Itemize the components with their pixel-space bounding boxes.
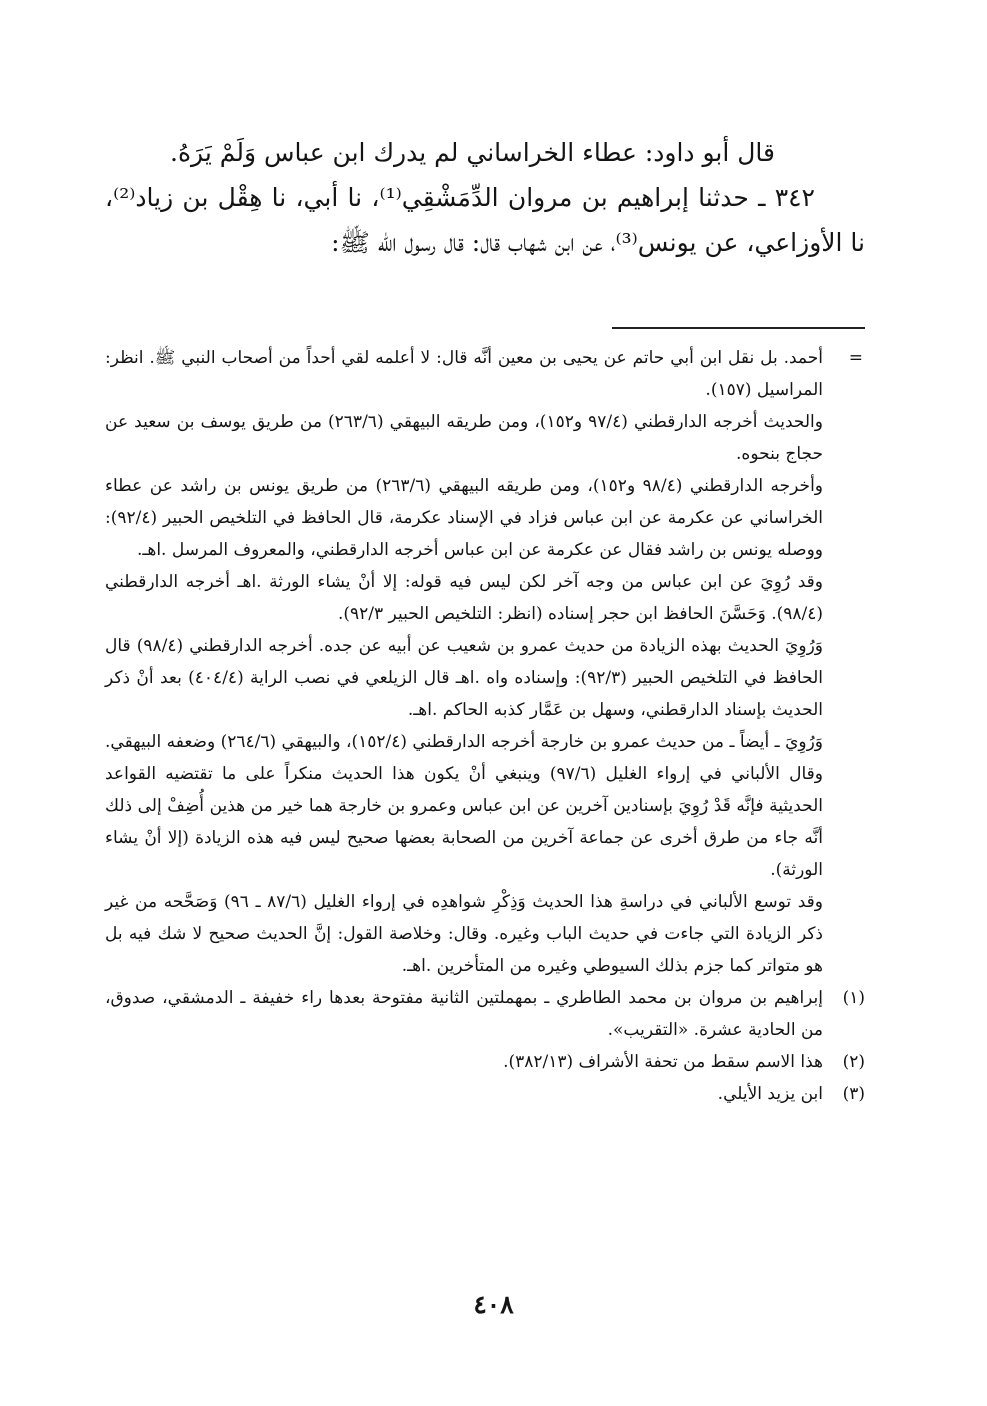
- page-number: ٤٠٨: [473, 1290, 514, 1319]
- footnote-paragraph: وأخرجه الدارقطني (٩٨/٤ و١٥٢)، ومن طريقه البيهقي (٢٦٣/٦) من طريق يونس بن راشد عن عطاء الخراساني عن عكرمة عن ابن عباس فزاد في الإسناد عكرمة، قال الحافظ في التلخيص الحبير (٩٢/٤): ووصله يونس بن راشد فقال عن عكرمة عن ابن عباس أخرجه الدارقطني، والمعروف المرسل .اهـ.: [105, 476, 824, 560]
- footnote-2: [105, 1046, 865, 1078]
- footnotes: [105, 342, 865, 1110]
- footnote-text: ابن يزيد الأيلي.: [717, 1084, 823, 1104]
- footnote-paragraph: وقد توسع الألباني في دراسةِ هذا الحديث وَذِكْرِ شواهدِه في إرواء الغليل (٨٧/٦ ـ ٩٦) وَصَحَّحه من غير ذكر الزيادة التي جاءت في حديث الباب وغيره. وقال: وخلاصة القول: إنَّ الحديث صحيح لا شك فيه بل هو متواتر كما جزم بذلك السيوطي وغيره من المتأخرين .اهـ.: [105, 892, 823, 976]
- footnote-1: [105, 982, 865, 1046]
- footnote-paragraph: وَرُوِيَ الحديث بهذه الزيادة من حديث عمرو بن شعيب عن أبيه عن جده. أخرجه الدارقطني (٩٨/٤) قال الحافظ في التلخيص الحبير (٩٢/٣): وإسناده واه .اهـ قال الزيلعي في نصب الراية (٤٠٤/٤) بعد أنْ ذكر الحديث بإسناد الدارقطني، وسهل بن عَمَّار كذبه الحاكم .اهـ.: [105, 636, 823, 720]
- footnote-3: [105, 1078, 865, 1110]
- footnote-text: إبراهيم بن مروان بن محمد الطاطري ـ بمهملتين الثانية مفتوحة بعدها راء خفيفة ـ الدمشقي، صدوق، من الحادية عشرة. «التقريب».: [105, 988, 823, 1040]
- footnote-number: (٢): [842, 1052, 865, 1072]
- footnote-paragraph: وقد رُوِيَ عن ابن عباس من وجه آخر لكن ليس فيه قوله: إلا أنْ يشاء الورثة .اهـ أخرجه الدارقطني (٩٨/٤). وَحَسَّنَ الحافظ ابن حجر إسناده (انظر: التلخيص الحبير ٩٢/٣).: [105, 572, 823, 624]
- footnote-number: (١): [842, 988, 865, 1008]
- footnote-paragraph: والحديث أخرجه الدارقطني (٩٧/٤ و١٥٢)، ومن طريقه البيهقي (٢٦٣/٦) من طريق يوسف بن سعيد عن حجاج بنحوه.: [105, 412, 823, 464]
- footnote-number: (٣): [842, 1084, 865, 1104]
- main-text: [105, 130, 865, 265]
- hadith-342: ٣٤٢ ـ حدثنا إبراهيم بن مروان الدِّمَشْقِي⁽¹⁾، نا أبي، نا هِقْل بن زياد⁽²⁾، نا الأوزاعي، عن يونس⁽³⁾، عن ابن شهاب قال: قال رسول الله ﷺ:: [105, 183, 865, 257]
- abu-dawud-comment: قال أبو داود: عطاء الخراساني لم يدرك ابن عباس وَلَمْ يَرَهُ.: [170, 138, 775, 167]
- footnote-separator: [612, 327, 865, 329]
- footnote-text: هذا الاسم سقط من تحفة الأشراف (٣٨٢/١٣).: [503, 1052, 823, 1072]
- continuation-mark: =: [848, 348, 863, 368]
- footnote-paragraph: وَرُوِيَ ـ أيضاً ـ من حديث عمرو بن خارجة أخرجه الدارقطني (١٥٢/٤)، والبيهقي (٢٦٤/٦) وضعفه البيهقي. وقال الألباني في إرواء الغليل (٩٧/٦) وينبغي أنْ يكون هذا الحديث منكراً على ما تقتضيه القواعد الحديثية فإنَّه قَدْ رُوِيَ بإسنادين آخرين عن ابن عباس وعمرو بن خارجة هما خير من هذين أُضِفْ إلى ذلك أنَّه جاء من طرق أخرى عن جماعة آخرين من الصحابة بعضها صحيح ليس فيه هذه الزيادة (إلا أنْ يشاء الورثة).: [105, 732, 824, 880]
- footnote-paragraph: أحمد. بل نقل ابن أبي حاتم عن يحيى بن معين أنَّه قال: لا أعلمه لقي أحداً من أصحاب النبي ﷺ. انظر: المراسيل (١٥٧).: [105, 348, 823, 400]
- footnote-continuation: [105, 342, 865, 406]
